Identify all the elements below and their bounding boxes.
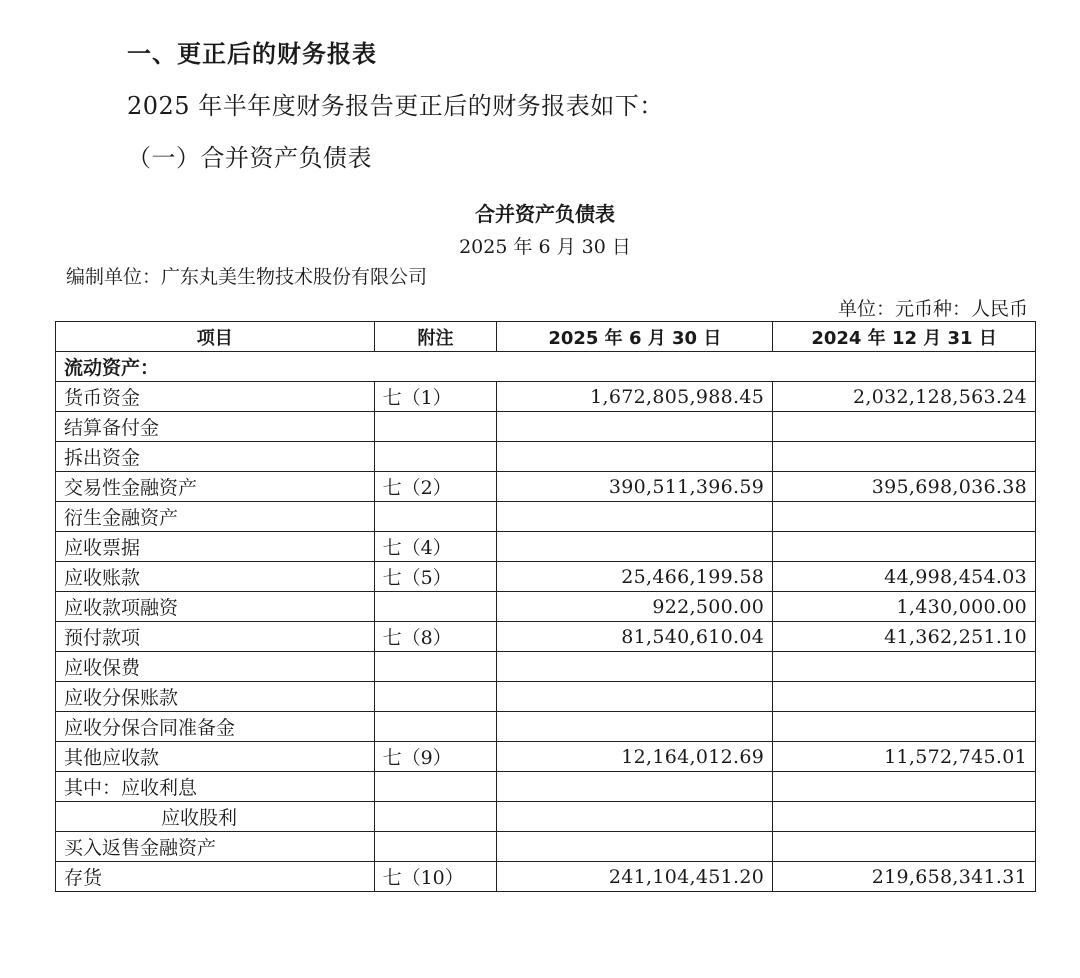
row-current-value: 1,672,805,988.45 — [497, 382, 773, 412]
row-item-label: 结算备付金 — [56, 412, 375, 442]
table-row — [56, 382, 1036, 412]
row-item-label: 应收保费 — [56, 652, 375, 682]
row-current-value — [497, 712, 773, 742]
row-item-label: 其他应收款 — [56, 742, 375, 772]
table-row — [56, 652, 1036, 682]
row-prior-value: 11,572,745.01 — [773, 742, 1036, 772]
row-prior-value — [773, 802, 1036, 832]
row-item-label: 应收分保账款 — [56, 682, 375, 712]
row-item-label: 应收账款 — [56, 562, 375, 592]
row-prior-value — [773, 712, 1036, 742]
compiling-entity: 编制单位：广东丸美生物技术股份有限公司 — [66, 266, 428, 288]
row-item-label: 应收股利 — [56, 802, 375, 832]
row-item-label: 预付款项 — [56, 622, 375, 652]
row-prior-value: 219,658,341.31 — [773, 862, 1036, 892]
header-note: 附注 — [374, 322, 497, 352]
row-note: 七（9） — [374, 742, 497, 772]
row-prior-value — [773, 502, 1036, 532]
row-note: 七（2） — [374, 472, 497, 502]
table-row — [56, 712, 1036, 742]
row-note: 七（8） — [374, 622, 497, 652]
balance-sheet-table — [55, 321, 1036, 892]
table-row — [56, 742, 1036, 772]
header-current-period: 2025 年 6 月 30 日 — [497, 322, 773, 352]
row-note — [374, 442, 497, 472]
row-current-value — [497, 772, 773, 802]
row-item-label: 存货 — [56, 862, 375, 892]
row-prior-value — [773, 532, 1036, 562]
row-current-value: 241,104,451.20 — [497, 862, 773, 892]
row-prior-value — [773, 682, 1036, 712]
row-item-label: 交易性金融资产 — [56, 472, 375, 502]
header-prior-period: 2024 年 12 月 31 日 — [773, 322, 1036, 352]
table-row — [56, 862, 1036, 892]
table-row — [56, 622, 1036, 652]
row-note — [374, 412, 497, 442]
statement-title: 合并资产负债表 — [475, 202, 615, 226]
section-heading: 一、更正后的财务报表 — [127, 40, 377, 68]
row-current-value — [497, 502, 773, 532]
row-prior-value: 2,032,128,563.24 — [773, 382, 1036, 412]
row-item-label: 应收分保合同准备金 — [56, 712, 375, 742]
row-item-label: 货币资金 — [56, 382, 375, 412]
row-current-value: 81,540,610.04 — [497, 622, 773, 652]
row-current-value — [497, 412, 773, 442]
row-note — [374, 772, 497, 802]
row-prior-value — [773, 652, 1036, 682]
row-prior-value: 44,998,454.03 — [773, 562, 1036, 592]
table-row — [56, 802, 1036, 832]
row-current-value — [497, 802, 773, 832]
table-row — [56, 442, 1036, 472]
row-note — [374, 502, 497, 532]
table-row — [56, 832, 1036, 862]
row-note — [374, 832, 497, 862]
table-row — [56, 472, 1036, 502]
row-item-label: 衍生金融资产 — [56, 502, 375, 532]
row-note — [374, 592, 497, 622]
row-note — [374, 682, 497, 712]
subsection-heading: （一）合并资产负债表 — [127, 144, 372, 172]
row-current-value: 922,500.00 — [497, 592, 773, 622]
row-item-label: 其中：应收利息 — [56, 772, 375, 802]
row-note: 七（5） — [374, 562, 497, 592]
table-row — [56, 502, 1036, 532]
row-current-value — [497, 652, 773, 682]
row-prior-value — [773, 412, 1036, 442]
row-prior-value: 41,362,251.10 — [773, 622, 1036, 652]
row-note: 七（1） — [374, 382, 497, 412]
row-current-value: 25,466,199.58 — [497, 562, 773, 592]
row-current-value — [497, 832, 773, 862]
row-current-value — [497, 442, 773, 472]
table-row — [56, 682, 1036, 712]
row-prior-value — [773, 442, 1036, 472]
table-row — [56, 412, 1036, 442]
table-header-row — [56, 322, 1036, 352]
intro-text: 2025 年半年度财务报告更正后的财务报表如下： — [127, 92, 664, 120]
row-prior-value: 1,430,000.00 — [773, 592, 1036, 622]
table-row — [56, 592, 1036, 622]
row-note: 七（10） — [374, 862, 497, 892]
row-item-label: 买入返售金融资产 — [56, 832, 375, 862]
row-prior-value — [773, 832, 1036, 862]
row-current-value — [497, 682, 773, 712]
row-current-value: 12,164,012.69 — [497, 742, 773, 772]
statement-date: 2025 年 6 月 30 日 — [459, 236, 631, 258]
section-label: 流动资产： — [56, 352, 1036, 382]
row-note — [374, 652, 497, 682]
table-row — [56, 562, 1036, 592]
row-current-value: 390,511,396.59 — [497, 472, 773, 502]
table-row — [56, 772, 1036, 802]
row-item-label: 拆出资金 — [56, 442, 375, 472]
header-item: 项目 — [56, 322, 375, 352]
section-row-current-assets — [56, 352, 1036, 382]
row-note: 七（4） — [374, 532, 497, 562]
currency-unit: 单位：元币种：人民币 — [837, 298, 1028, 320]
row-item-label: 应收款项融资 — [56, 592, 375, 622]
row-note — [374, 712, 497, 742]
row-item-label: 应收票据 — [56, 532, 375, 562]
row-prior-value — [773, 772, 1036, 802]
row-current-value — [497, 532, 773, 562]
row-prior-value: 395,698,036.38 — [773, 472, 1036, 502]
row-note — [374, 802, 497, 832]
table-row — [56, 532, 1036, 562]
